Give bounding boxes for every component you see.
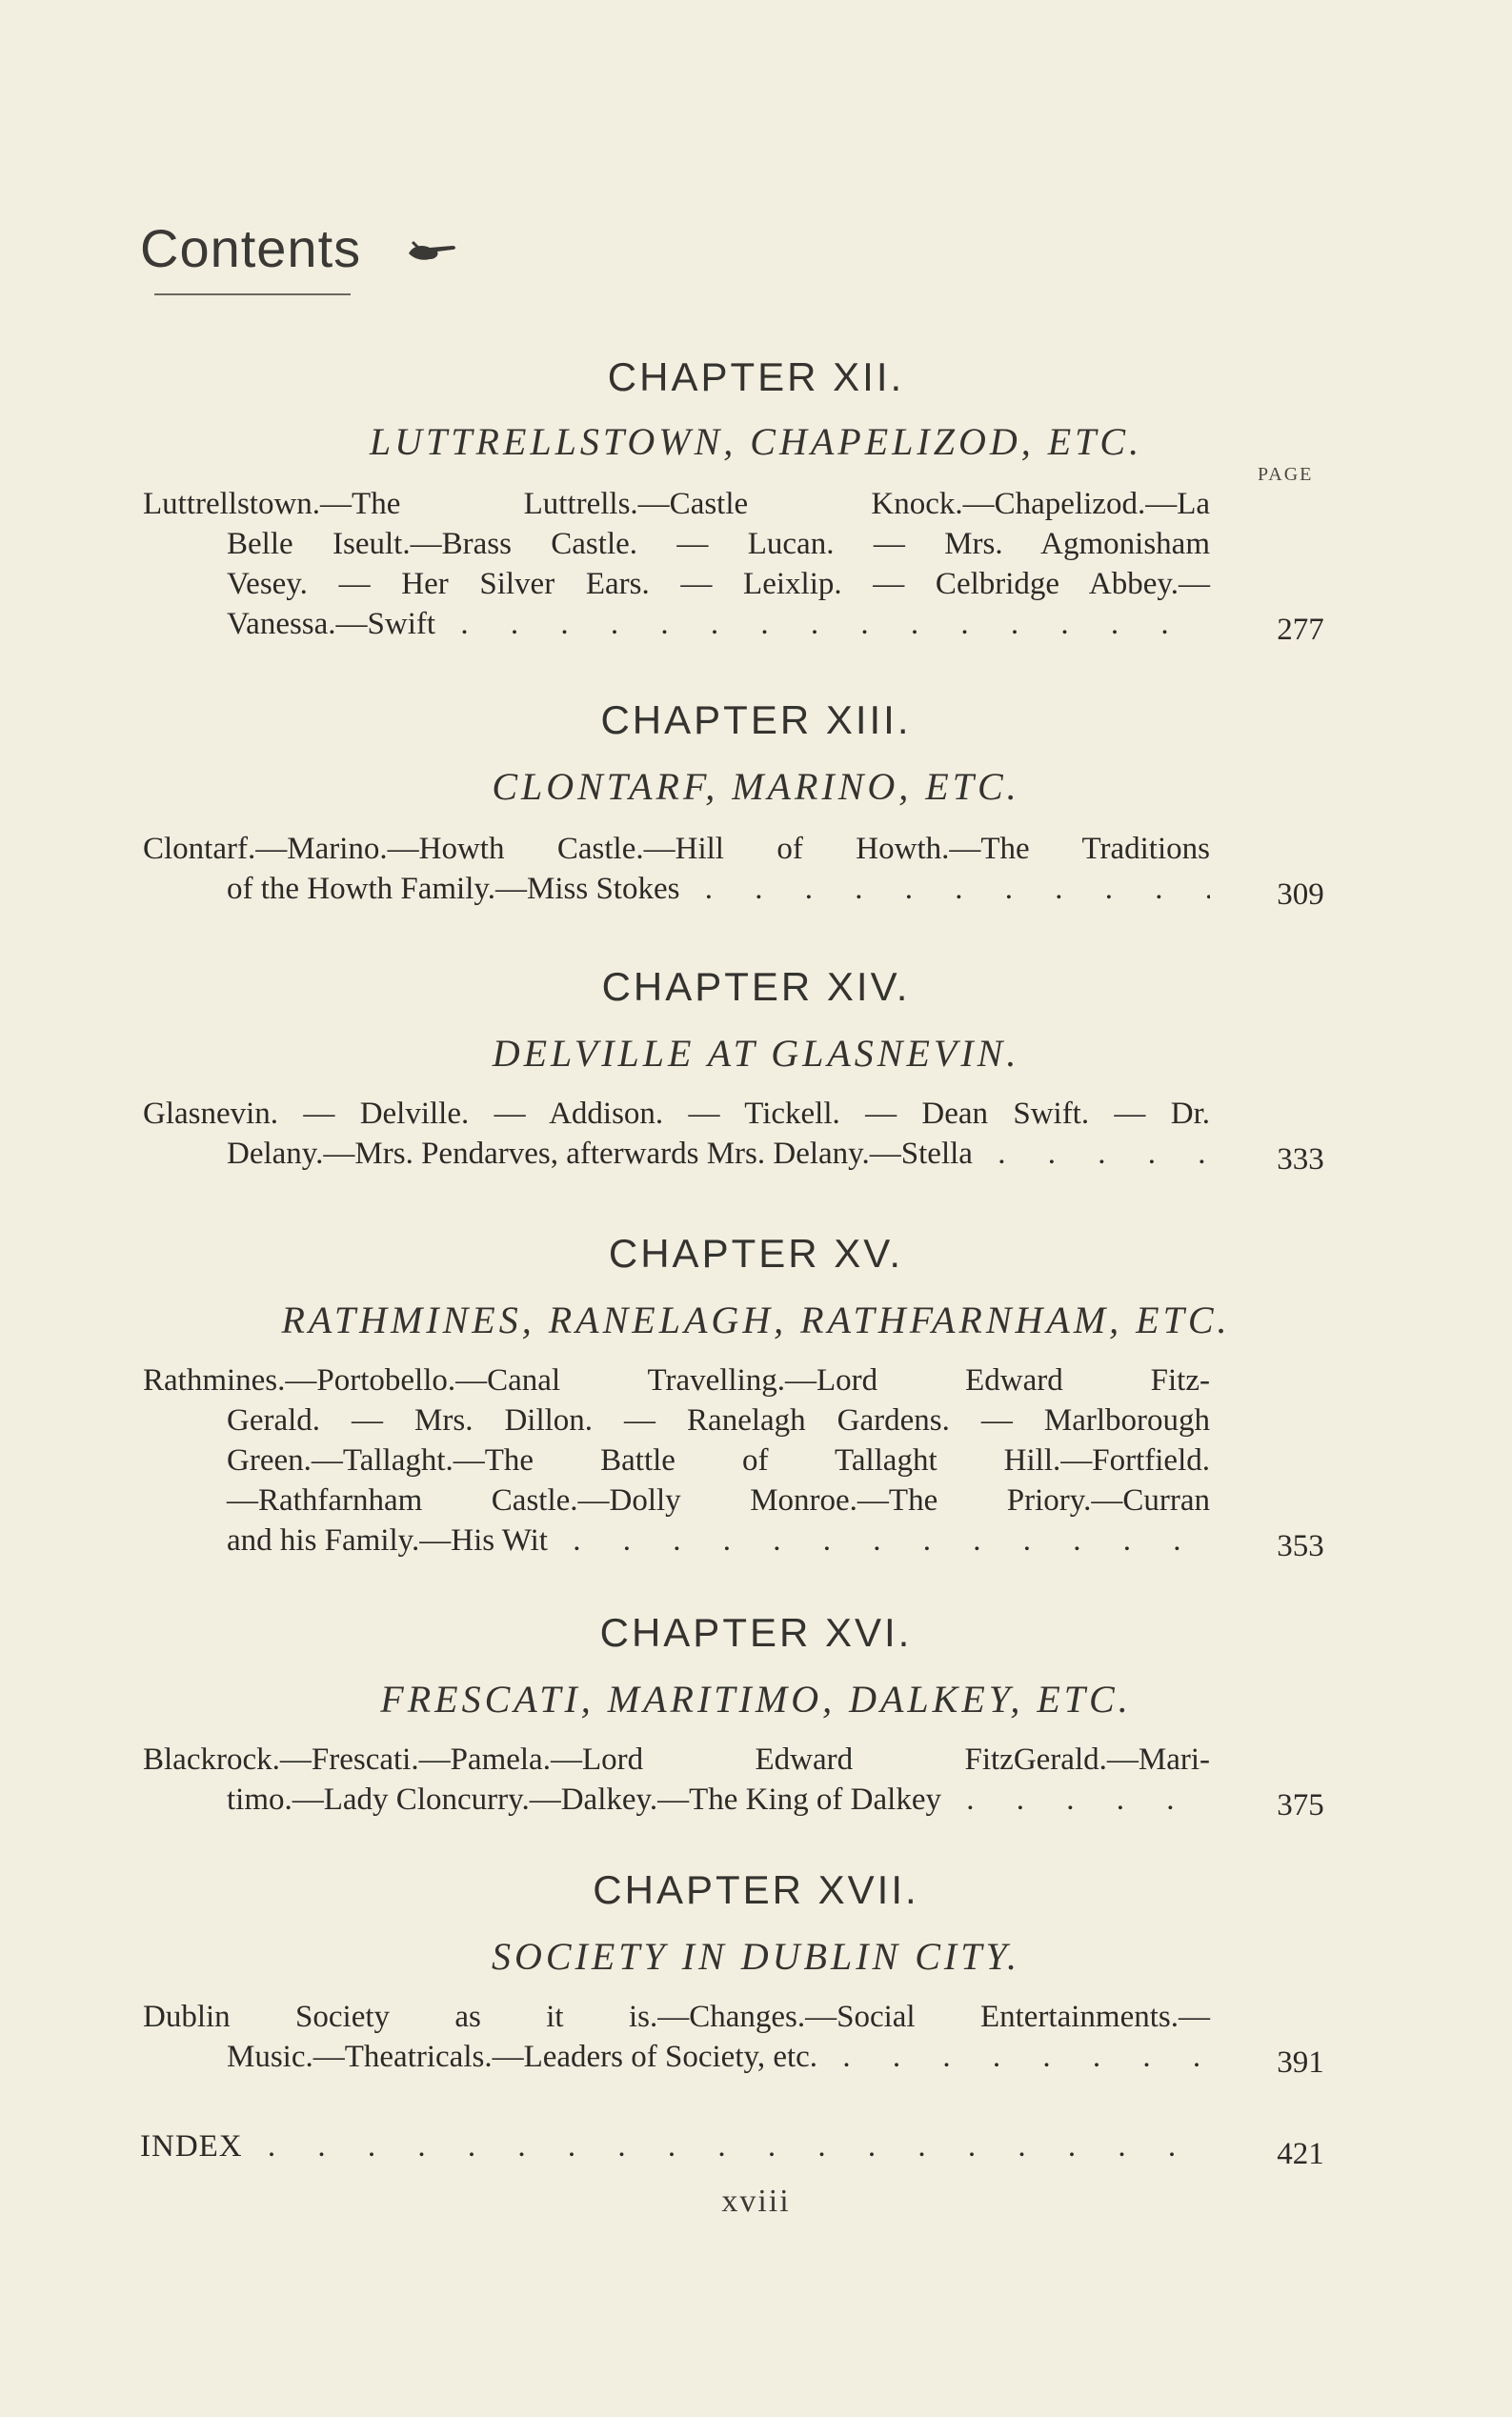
- chapter-title: DELVILLE AT GLASNEVIN.: [492, 1032, 1020, 1075]
- chapter-title: LUTTRELLSTOWN, CHAPELIZOD, ETC.: [369, 420, 1143, 463]
- entry-line: Delany.—Mrs. Pendarves, afterwards Mrs. Delany.—Stella . . .: [227, 1134, 1210, 1174]
- index-page-number: 421: [1277, 2137, 1324, 2171]
- chapter-title: SOCIETY IN DUBLIN CITY.: [491, 1935, 1021, 1978]
- entry-line: Glasnevin. — Delville. — Addison. — Tickell. — Dean Swift. — Dr.: [143, 1097, 1210, 1131]
- page-column-label: PAGE: [1258, 464, 1314, 485]
- entry-line: Dublin Society as it is.—Changes.—Social Entertainments.—: [143, 2000, 1210, 2034]
- chapter-title: RATHMINES, RANELAGH, RATHFARNHAM, ETC.: [281, 1299, 1231, 1341]
- page-number: 309: [1277, 877, 1324, 912]
- entry-line: Gerald. — Mrs. Dillon. — Ranelagh Gardens. — Marlborough: [227, 1403, 1210, 1438]
- entry-line: Vanessa.—Swift . . .: [227, 604, 1210, 644]
- chapter-number: CHAPTER XVII.: [593, 1867, 919, 1912]
- entry-line: and his Family.—His Wit . . .: [227, 1521, 1210, 1561]
- entry-line: Music.—Theatricals.—Leaders of Society, etc. . . .: [227, 2037, 1210, 2077]
- entry-line: of the Howth Family.—Miss Stokes . . .: [227, 869, 1210, 909]
- entry-line: timo.—Lady Cloncurry.—Dalkey.—The King of Dalkey . . .: [227, 1780, 1210, 1820]
- entry-line: Belle Iseult.—Brass Castle. — Lucan. — Mrs. Agmonisham: [227, 527, 1210, 561]
- chapter-title: CLONTARF, MARINO, ETC.: [492, 765, 1020, 808]
- chapter-number: CHAPTER XII.: [607, 354, 905, 399]
- folio: xviii: [721, 2184, 791, 2219]
- page-number: 353: [1277, 1529, 1324, 1563]
- entry-line: Blackrock.—Frescati.—Pamela.—Lord Edward FitzGerald.—Mari-: [143, 1742, 1210, 1777]
- entry-line: Rathmines.—Portobello.—Canal Travelling.—Lord Edward Fitz-: [143, 1363, 1210, 1398]
- entry-line: Green.—Tallaght.—The Battle of Tallaght Hill.—Fortfield.: [227, 1443, 1210, 1478]
- page-number: 391: [1277, 2045, 1324, 2080]
- page-number: 375: [1277, 1788, 1324, 1823]
- pointing-hand-icon: [405, 238, 458, 267]
- chapter-title: FRESCATI, MARITIMO, DALKEY, ETC.: [380, 1678, 1132, 1721]
- entry-line: Vesey. — Her Silver Ears. — Leixlip. — Celbridge Abbey.—: [227, 567, 1210, 601]
- chapter-number: CHAPTER XVI.: [599, 1610, 913, 1655]
- entry-line: —Rathfarnham Castle.—Dolly Monroe.—The Priory.—Curran: [227, 1483, 1210, 1518]
- page-number: 277: [1277, 613, 1324, 647]
- entry-line: Luttrellstown.—The Luttrells.—Castle Knock.—Chapelizod.—La: [143, 487, 1210, 521]
- page-number: 333: [1277, 1142, 1324, 1177]
- heading-rule: [154, 293, 351, 295]
- entry-line: Clontarf.—Marino.—Howth Castle.—Hill of Howth.—The Traditions: [143, 832, 1210, 866]
- contents-heading: Contents: [140, 218, 362, 278]
- index-label: INDEX . . .: [140, 2126, 1207, 2166]
- chapter-number: CHAPTER XIV.: [601, 964, 911, 1009]
- chapter-number: CHAPTER XV.: [608, 1231, 904, 1276]
- chapter-number: CHAPTER XIII.: [600, 697, 912, 742]
